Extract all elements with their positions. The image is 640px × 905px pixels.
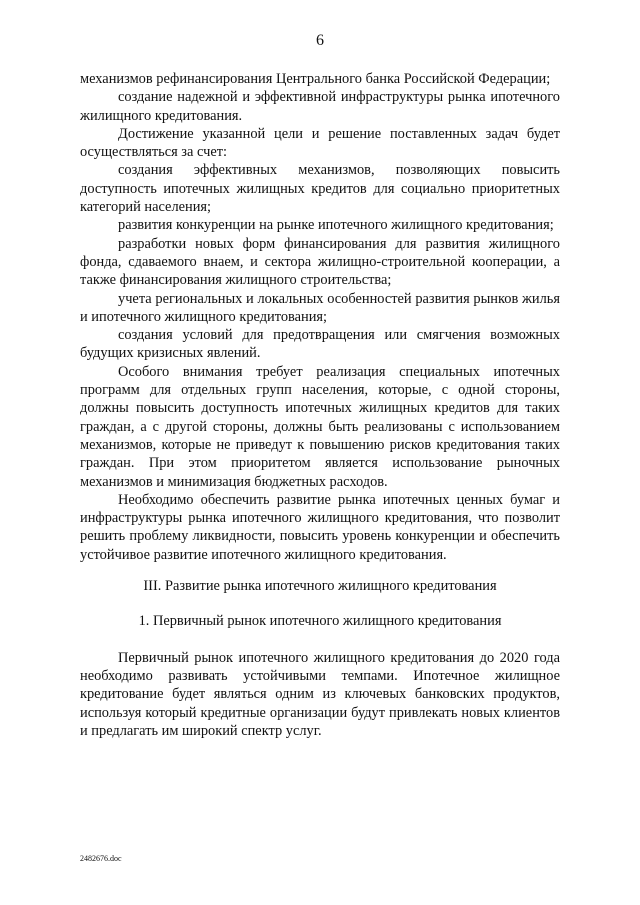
paragraph: создания эффективных механизмов, позволяющих повысить доступность ипотечных жилищных кредитов для социально приоритетных категорий населения;	[80, 162, 560, 216]
paragraph: разработки новых форм финансирования для развития жилищного фонда, сдаваемого внаем, и сектора жилищно-строительной кооперации, а также финансирования жилищного строительства;	[80, 235, 560, 289]
paragraph: развития конкуренции на рынке ипотечного жилищного кредитования;	[118, 217, 554, 234]
paragraph: создания условий для предотвращения или смягчения возможных будущих кризисных явлений.	[80, 327, 560, 362]
paragraph: Необходимо обеспечить развитие рынка ипотечных ценных бумаг и инфраструктуры рынка ипотечного жилищного кредитования, что позволит решить проблему ликвидности, повысить уровень конкуренции и обеспечить устойчивое развитие ипотечного жилищного кредитования.	[80, 491, 560, 563]
page-number: 6	[316, 32, 324, 49]
paragraph: Особого внимания требует реализация специальных ипотечных программ для отдельных групп населения, которые, с одной стороны, должны повысить доступность ипотечных жилищных кредитов для таких граждан, а с другой стороны, должны быть реализованы с использованием механизмов, которые не приведут к повышению рисков кредитования таких граждан. При этом приоритетом является использование рыночных механизмов и минимизация бюджетных расходов.	[80, 363, 560, 490]
paragraph: создание надежной и эффективной инфраструктуры рынка ипотечного жилищного кредитования.	[80, 89, 560, 124]
subsection-heading: 1. Первичный рынок ипотечного жилищного кредитования	[138, 613, 502, 630]
document-body	[80, 70, 560, 740]
paragraph: Первичный рынок ипотечного жилищного кредитования до 2020 года необходимо развивать устойчивыми темпами. Ипотечное жилищное кредитование будет являться одним из ключевых банковских продуктов, используя который кредитные организации будут привлекать новых клиентов и предлагать им широкий спектр услуг.	[80, 649, 560, 739]
paragraph: учета региональных и локальных особенностей развития рынков жилья и ипотечного жилищного кредитования;	[80, 290, 560, 325]
footer-doc-id: 2482676.doc	[80, 854, 122, 863]
section-heading: III. Развитие рынка ипотечного жилищного кредитования	[143, 578, 497, 595]
paragraph: Достижение указанной цели и решение поставленных задач будет осуществляться за счет:	[80, 125, 560, 161]
paragraph: механизмов рефинансирования Центрального банка Российской Федерации;	[80, 71, 551, 87]
